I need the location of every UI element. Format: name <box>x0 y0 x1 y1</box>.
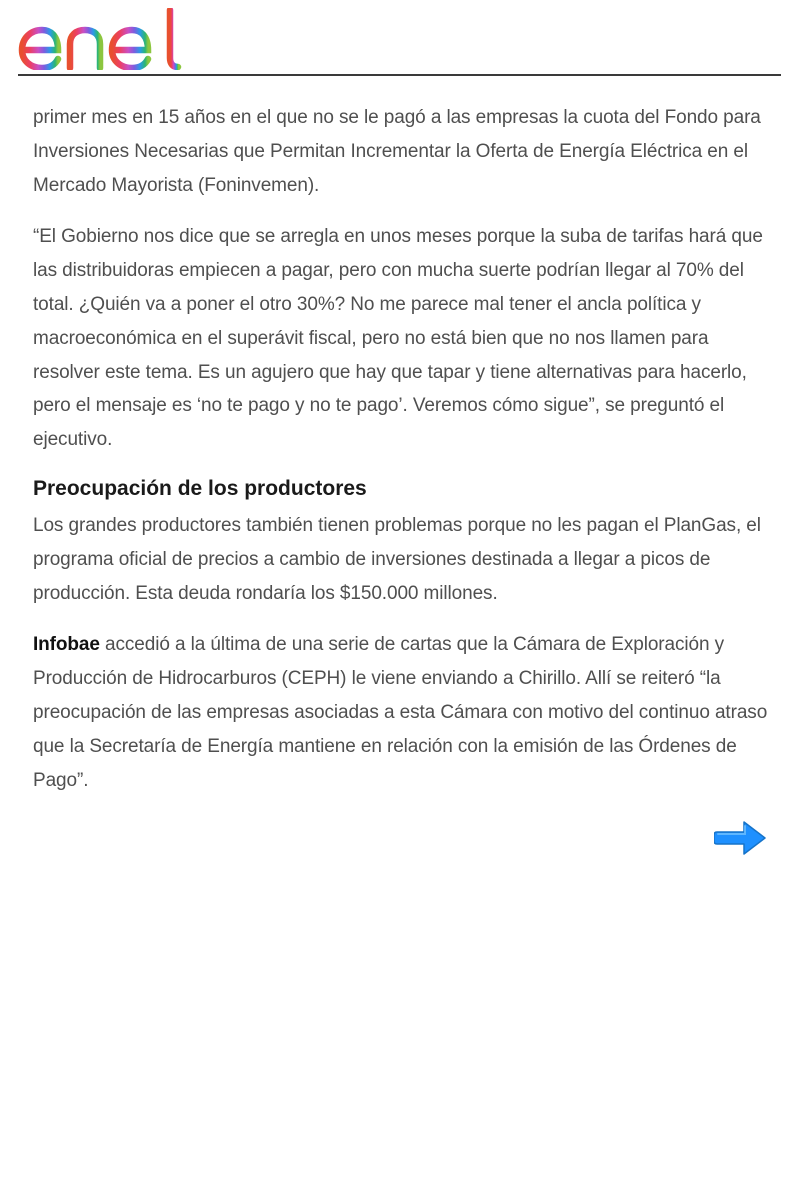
section-heading: Preocupación de los productores <box>33 476 367 500</box>
article-paragraph: Los grandes productores también tienen problemas porque no les pagan el PlanGas, el programa oficial de precios a cambio de inversiones destinada a llegar a picos de producción. Esta deuda rondaría los $150.000 millones. <box>33 514 761 604</box>
page-header <box>18 0 781 76</box>
source-name: Infobae <box>33 634 100 656</box>
article-paragraph: primer mes en 15 años en el que no se le pagó a las empresas la cuota del Fondo para Inversiones Necesarias que Permitan Incrementar la Oferta de Energía Eléctrica en el Mercado Mayorista (Foninvemen). <box>33 107 761 196</box>
arrow-right-icon[interactable] <box>714 818 768 858</box>
article-paragraph-text: accedió a la última de una serie de cartas que la Cámara de Exploración y Producción de Hidrocarburos (CEPH) le viene enviando a Chirillo. Allí se reiteró “la preocupación de las empresas asociadas a esta Cámara con motivo del continuo atraso que la Secretaría de Energía mantiene en relación con la emisión de las Órdenes de Pago”. <box>33 634 768 791</box>
enel-logo[interactable] <box>18 8 182 70</box>
article-body <box>33 101 773 815</box>
article-paragraph <box>33 628 773 797</box>
article-quote-paragraph: “El Gobierno nos dice que se arregla en unos meses porque la suba de tarifas hará que las distribuidoras empiecen a pagar, pero con mucha suerte podrían llegar al 70% del total. ¿Quién va a poner el otro 30%? No me parece mal tener el ancla política y macroeconómica en el superávit fiscal, pero no está bien que no nos llamen para resolver este tema. Es un agujero que hay que tapar y tiene alternativas para hacerlo, pero el mensaje es ‘no te pago y no te pago’. Veremos cómo sigue”, se preguntó el ejecutivo. <box>33 226 763 451</box>
